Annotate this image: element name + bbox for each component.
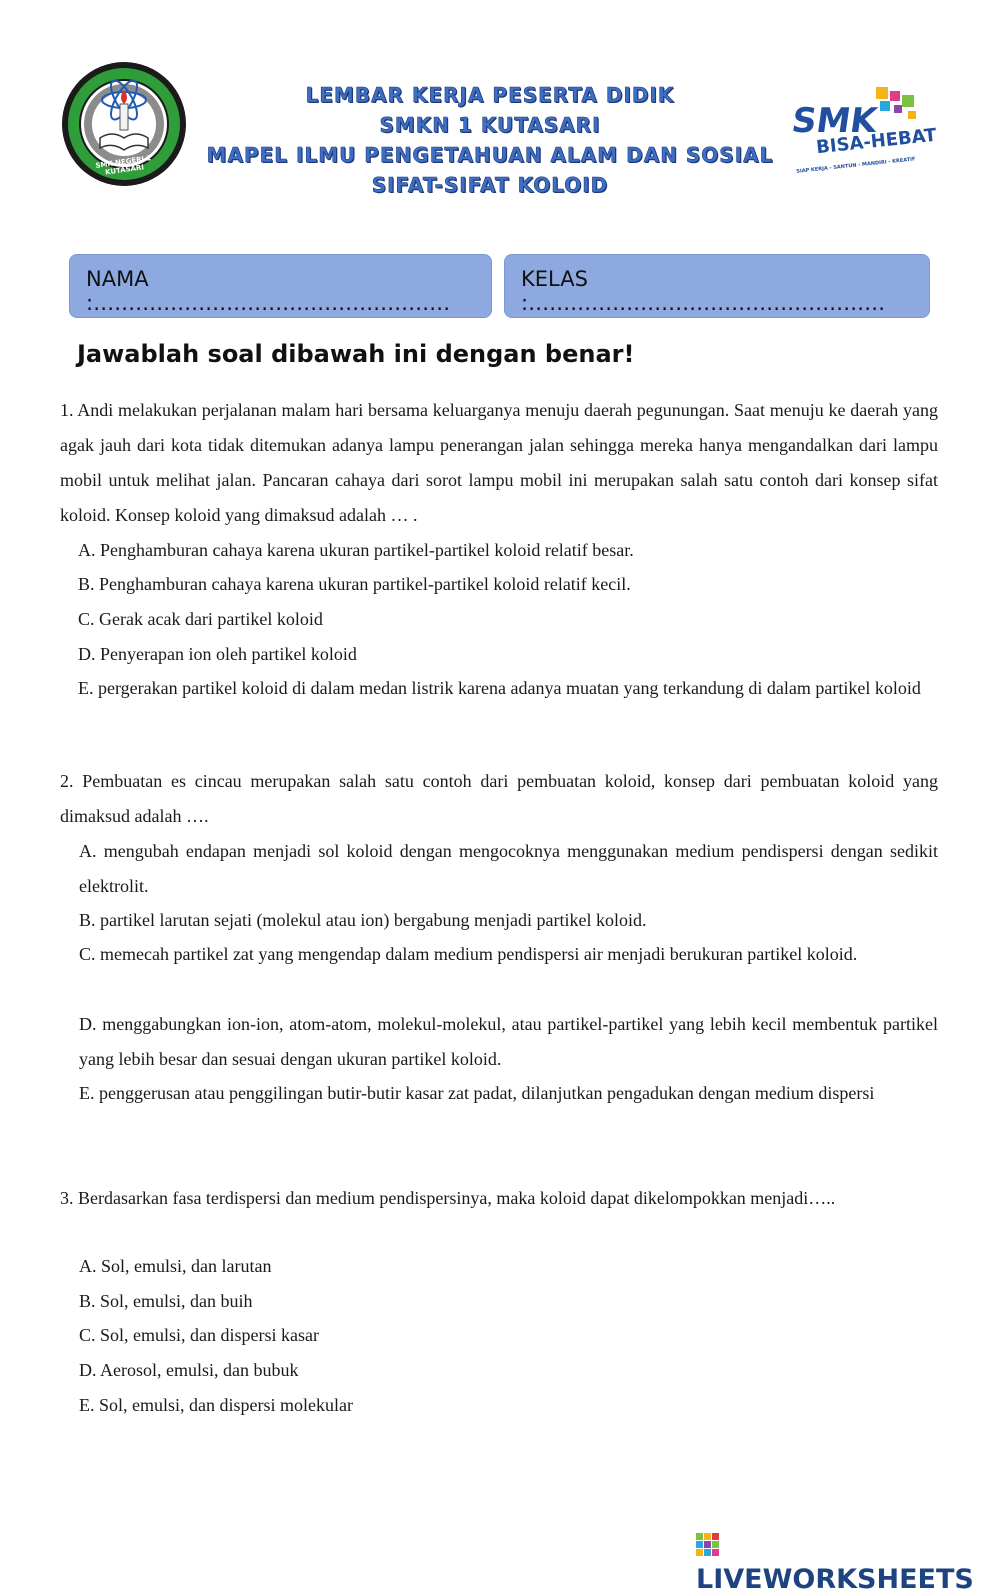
liveworksheets-brand [696,1530,1000,1595]
header-line-3: MAPEL ILMU PENGETAHUAN ALAM DAN SOSIAL [206,143,774,167]
class-field[interactable] [504,254,930,318]
school-logo-text: SMK NEGERI 1 KUTASARI [94,154,152,177]
q3-option-b[interactable]: B. Sol, emulsi, dan buih [79,1291,253,1311]
header-line-4: SIFAT-SIFAT KOLOID [371,173,609,197]
q3-option-c[interactable]: C. Sol, emulsi, dan dispersi kasar [79,1325,319,1345]
worksheet-header [200,80,780,200]
q1-option-e[interactable]: E. pergerakan partikel koloid di dalam medan listrik karena adanya muatan yang terkandung di dalam partikel koloid [78,678,921,698]
q2-option-b[interactable]: B. partikel larutan sejati (molekul atau ion) bergabung menjadi partikel koloid. [79,910,647,930]
q3-option-d[interactable]: D. Aerosol, emulsi, dan bubuk [79,1360,299,1380]
smk-logo-text: SMK [789,101,880,141]
liveworksheets-icon [696,1533,720,1564]
q3-option-e[interactable]: E. Sol, emulsi, dan dispersi molekular [79,1395,353,1415]
q1-option-d[interactable]: D. Penyerapan ion oleh partikel koloid [78,644,357,664]
instruction-heading: Jawablah soal dibawah ini dengan benar! [77,340,635,368]
question-1-stem: 1. Andi melakukan perjalanan malam hari bersama keluarganya menuju daerah pegunungan. Saat menuju ke daerah yang agak jauh dari kota tidak ditemukan adanya lampu penerangan jalan sehingga mereka hanya mengandalkan dari lampu mobil untuk melihat jalan. Pancaran cahaya dari sorot lampu mobil ini merupakan salah satu contoh dari konsep sifat koloid. Konsep koloid yang dimaksud adalah … . [60,400,938,525]
tagline-text: SIAP KERJA - SANTUN - MANDIRI - KREATIF [796,156,916,175]
school-logo [60,60,188,188]
question-1-text [60,393,938,533]
question-2-stem: 2. Pembuatan es cincau merupakan salah satu contoh dari pembuatan koloid, konsep dari pembuatan koloid yang dimaksud adalah …. [60,771,938,826]
q1-option-b[interactable]: B. Penghamburan cahaya karena ukuran partikel-partikel koloid relatif kecil. [78,574,631,594]
header-line-1: LEMBAR KERJA PESERTA DIDIK [305,83,675,107]
q2-option-c[interactable]: C. memecah partikel zat yang mengendap dalam medium pendispersi air menjadi berukuran partikel koloid. [79,944,858,964]
q1-option-c[interactable]: C. Gerak acak dari partikel koloid [78,609,323,629]
bisa-hebat-text: BISA-HEBAT [815,124,938,159]
liveworksheets-text: LIVEWORKSHEETS [696,1564,974,1595]
header-line-2: SMKN 1 KUTASARI [379,113,601,137]
class-label: KELAS :…………………………………………… [521,267,886,315]
name-field[interactable] [69,254,492,318]
smk-bisa-hebat-logo [790,85,940,185]
question-3-stem: 3. Berdasarkan fasa terdispersi dan medium pendispersinya, maka koloid dapat dikelompokkan menjadi….. [60,1188,836,1208]
q2-option-e[interactable]: E. penggerusan atau penggilingan butir-butir kasar zat padat, dilanjutkan pengadukan dengan medium dispersi [79,1083,875,1103]
name-label: NAMA :…………………………………………… [86,267,451,315]
q1-option-a[interactable]: A. Penghamburan cahaya karena ukuran partikel-partikel koloid relatif besar. [78,540,634,560]
q2-option-d[interactable]: D. menggabungkan ion-ion, atom-atom, molekul-molekul, atau partikel-partikel yang lebih kecil membentuk partikel yang lebih besar dan sesuai dengan ukuran partikel koloid. [79,1014,938,1069]
q2-option-a[interactable]: A. mengubah endapan menjadi sol koloid dengan mengocoknya menggunakan medium pendispersi dengan sedikit elektrolit. [79,841,938,896]
q3-option-a[interactable]: A. Sol, emulsi, dan larutan [79,1256,272,1276]
